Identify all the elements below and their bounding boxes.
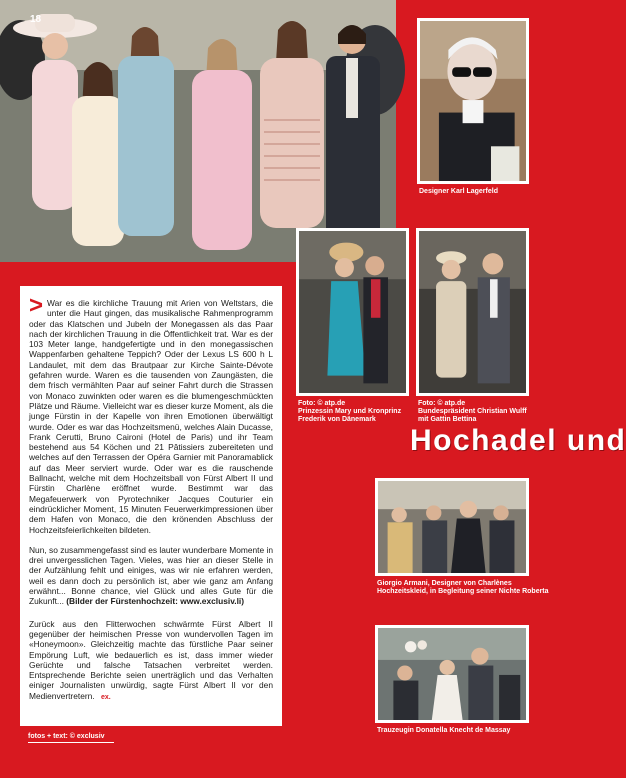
mary-frederik-caption (298, 400, 401, 424)
caption-text: Designer Karl Lagerfeld (419, 188, 498, 195)
article-body (20, 286, 282, 726)
end-mark: ex. (100, 693, 111, 701)
paragraph-2-text: Nun, so zusammengefasst sind es lauter wunderbare Momente in drei unvergesslichen Tagen. Vieles, was hier an dieser Stelle in der Aufzählung fehlt und einiges, was wir nie erfahren werden, weil es dann doch zu persönlich ist, aber wie ganz am Anfang erwähnt... Bonne chance, viel Glück und alles Gute für die Zukunft... (29, 544, 273, 607)
paragraph-3-text: Zurück aus den Flitterwochen schwärmte Fürst Albert II gegenüber der heimischen Presse von wundervollen Tagen im «Honeymoon». Gleichzeitig machte das fürstliche Paar seiner Empörung Luft, wie bedauerlich es ist, dass immer wieder Gerüchte und falsche Tatsachen verbreitet werden. Entsprechende Berichte seien unerträglich und das Verhalten einiger Journalisten unwürdig, sagte Fürst Albert II vor den Medienvertretern. (29, 618, 273, 701)
chevron-right-icon: > (29, 292, 44, 319)
caption-line-1: Giorgio Armani, Designer von Charlènes (377, 580, 512, 587)
caption-credit: Foto: © atp.de (298, 400, 346, 407)
headline: Hochadel und (410, 424, 626, 457)
caption-text: Trauzeugin Donatella Knecht de Massay (377, 727, 511, 734)
armani-caption (377, 580, 549, 596)
article-paragraph-2 (29, 545, 273, 607)
caption-line-2: Frederik von Dänemark (298, 416, 376, 423)
caption-line-1: Prinzessin Mary und Kronprinz (298, 408, 402, 415)
massay-caption (377, 727, 510, 735)
massay-photo (375, 625, 529, 723)
gallery-link[interactable]: (Bilder der Fürstenhochzeit: www.exclusiv.li) (66, 596, 245, 607)
caption-credit: Foto: © atp.de (418, 400, 466, 407)
wulff-caption (418, 400, 527, 424)
photo-text-credit: fotos + text: © exclusiv (28, 733, 114, 743)
lagerfeld-photo (417, 18, 529, 184)
caption-line-2: mit Gattin Bettina (418, 416, 477, 423)
caption-line-2: Hochzeitskleid, in Begleitung seiner Nichte Roberta (377, 588, 549, 595)
armani-photo (375, 478, 529, 576)
caption-line-1: Bundespräsident Christian Wulff (418, 408, 527, 415)
wulff-photo (416, 228, 529, 396)
paragraph-1-text: War es die kirchliche Trauung mit Arien von Weltstars, die unter die Haut gingen, das musikalische Rahmenprogramm oder das Klatschen und Jubeln der Monegassen als das Paar nach der kirchlichen Trauung in die Öffentlichkeit trat. War es der 103 Meter lange, handgefertigte und in den monegassischen Wappenfarben gehaltene Teppich? Oder der Lexus LS 600 h L Landaulet, mit dem das Brautpaar zur Kirche Sainte-Dévote gefahren wurde. Waren es die tausenden von Zaungästen, die dem frisch vermählten Paar auf seiner Fahrt durch die Strassen von Monaco zuwinkten oder waren es die blumengeschmückten Plätze und Räume. Vielleicht war es dieser kurze Moment, als die junge Fürstin in der Kapelle von ihren Emotionen überwältigt wurde. Oder es war das Hochzeitsmenü, welches Alain Ducasse, Frank Cerutti, Bruno Caironi (Hotel de Paris) und ihr Team bestehend aus 54 Köchen und 21 Pâtissiers zubereiteten und welches auf den Terrassen der Opéra Garnier mit Panoramablick auf das Meer serviert wurde. Oder war es die rauschende Ballnacht, welche mit dem Hochzeitsball von Fürst Albert II und Fürstin Charlène eröffnet wurde. Bestimmt war das Megafeuerwerk von Pyrotechniker Jacques Couturier ein eindrücklicher Moment, 15 Minuten Feuerwerkimpressionen über dem Hafen von Monaco, die den krönenden Abschluss der Hochzeitsfeierlichkeiten bildeten. (29, 298, 273, 535)
lagerfeld-caption (419, 188, 498, 196)
main-group-photo (0, 0, 396, 262)
article-paragraph-3 (29, 619, 273, 703)
article-paragraph-1 (29, 292, 273, 535)
mary-frederik-photo (296, 228, 409, 396)
page-number: 18 (30, 14, 42, 25)
